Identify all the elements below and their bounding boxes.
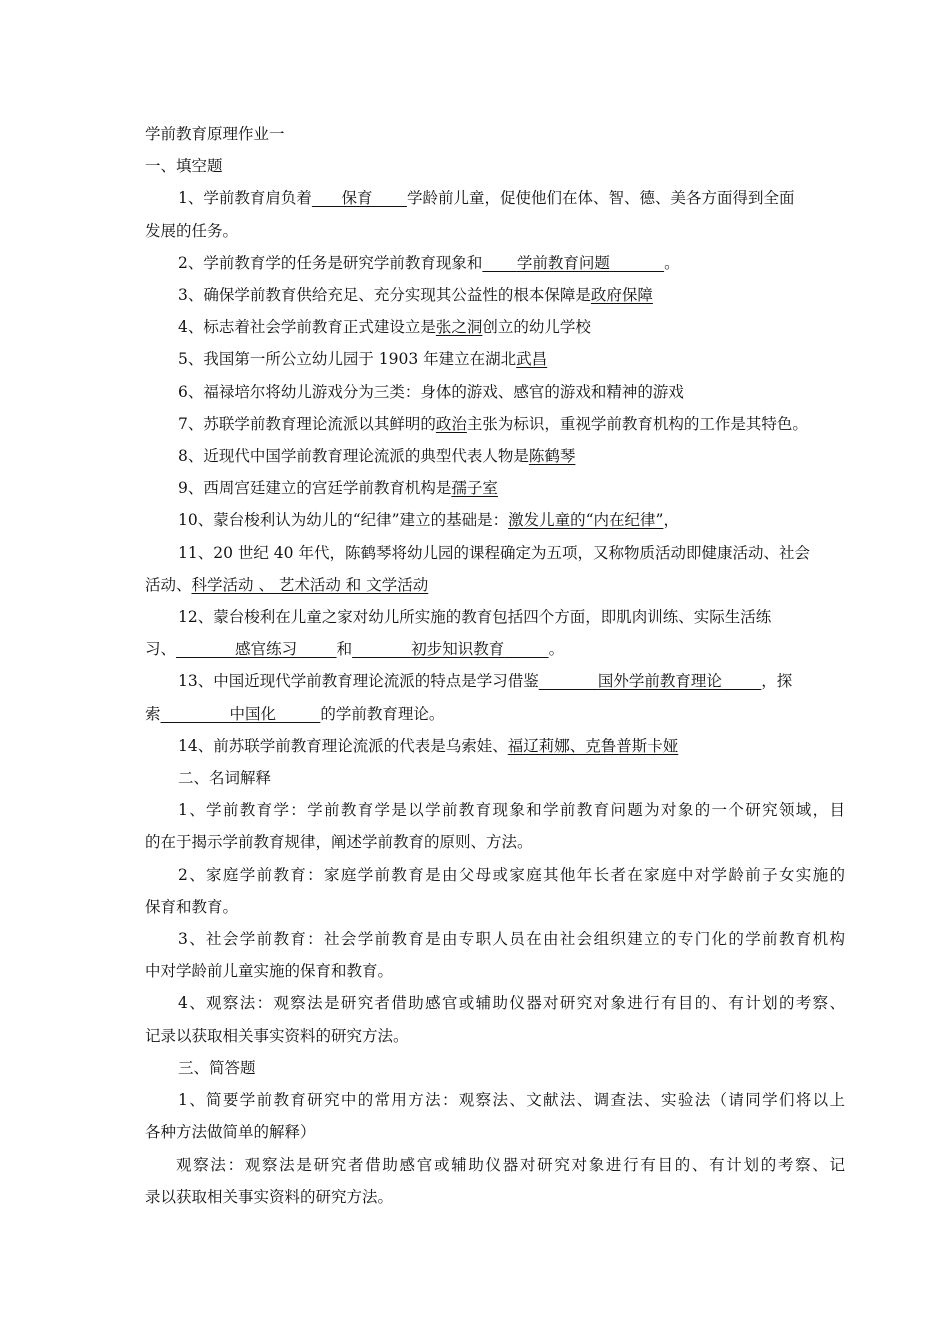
definition-item: 1、学前教育学：学前教育学是以学前教育现象和学前教育问题为对象的一个研究领域，目 xyxy=(178,801,845,820)
fill-blank-question: 2、学前教育学的任务是研究学前教育现象和 学前教育问题 。 xyxy=(178,253,680,272)
definition-item: 2、家庭学前教育：家庭学前教育是由父母或家庭其他年长者在家庭中对学龄前子女实施的 xyxy=(178,865,845,884)
answer-blank: 保育 xyxy=(341,189,373,208)
answer-blank: 激发儿童的“内在纪律” xyxy=(508,511,664,530)
definition-item: 4、观察法：观察法是研究者借助感官或辅助仪器对研究对象进行有目的、有计划的考察、 xyxy=(178,994,845,1013)
answer-blank: 孺子室 xyxy=(451,479,498,498)
definition-continuation: 中对学龄前儿童实施的保育和教育。 xyxy=(145,962,394,981)
answer-blank: 初步知识教育 xyxy=(411,640,505,659)
answer-blank: 政府保障 xyxy=(590,286,653,305)
question-continuation: 发展的任务。 xyxy=(145,221,239,240)
fill-blank-question: 1、学前教育肩负着 保育 学龄前儿童，促使他们在体、智、德、美各方面得到全面 xyxy=(178,189,795,208)
fill-blank-question: 9、西周宫廷建立的宫廷学前教育机构是孺子室 xyxy=(178,479,498,498)
definition-item: 3、社会学前教育：社会学前教育是由专职人员在由社会组织建立的专门化的学前教育机构 xyxy=(178,930,845,949)
answer-blank: 中国化 xyxy=(229,704,277,723)
fill-blank-question: 7、苏联学前教育理论流派以其鲜明的政治主张为标识，重视学前教育机构的工作是其特色。 xyxy=(178,414,808,433)
short-answer-continuation: 各种方法做简单的解释） xyxy=(145,1123,316,1142)
definition-continuation: 的在于揭示学前教育规律，阐述学前教育的原则、方法。 xyxy=(145,833,533,852)
fill-blank-question: 14、前苏联学前教育理论流派的代表是乌索娃、福辽莉娜、克鲁普斯卡娅 xyxy=(178,736,679,755)
section-heading-definitions: 二、名词解释 xyxy=(178,769,272,788)
fill-blank-question: 8、近现代中国学前教育理论流派的典型代表人物是陈鹤琴 xyxy=(178,447,576,466)
answer-blank: 科学活动 、 艺术活动 和 文学活动 xyxy=(191,575,429,594)
fill-blank-question: 6、福禄培尔将幼儿游戏分为三类：身体的游戏、感官的游戏和精神的游戏 xyxy=(178,382,684,401)
answer-blank: 武昌 xyxy=(516,350,548,369)
fill-blank-question: 10、蒙台梭利认为幼儿的“纪律”建立的基础是：激发儿童的“内在纪律”， xyxy=(178,511,679,530)
answer-blank: 政治 xyxy=(435,414,467,433)
short-answer-item: 观察法：观察法是研究者借助感官或辅助仪器对研究对象进行有目的、有计划的考察、记 xyxy=(176,1155,845,1174)
question-continuation: 习、 感官练习 和 初步知识教育 。 xyxy=(145,640,565,659)
document-title: 学前教育原理作业一 xyxy=(145,125,285,143)
definition-continuation: 记录以获取相关事实资料的研究方法。 xyxy=(145,1026,409,1045)
short-answer-item: 1、简要学前教育研究中的常用方法：观察法、文献法、调查法、实验法（请同学们将以上 xyxy=(178,1091,845,1110)
fill-blank-question: 11、20 世纪 40 年代，陈鹤琴将幼儿园的课程确定为五项，又称物质活动即健康活动、社会 xyxy=(178,543,810,562)
document-page xyxy=(145,118,845,1213)
section-heading-fill-blank: 一、填空题 xyxy=(145,157,223,176)
answer-blank: 感官练习 xyxy=(235,640,298,659)
fill-blank-question: 13、中国近现代学前教育理论流派的特点是学习借鉴 国外学前教育理论 ，探 xyxy=(178,672,793,691)
question-continuation: 索 中国化 的学前教育理论。 xyxy=(145,704,445,723)
answer-blank: 学前教育问题 xyxy=(516,253,610,272)
question-continuation: 活动、科学活动 、 艺术活动 和 文学活动 xyxy=(145,575,429,594)
answer-blank: 福辽莉娜、克鲁普斯卡娅 xyxy=(507,736,679,755)
short-answer-continuation: 录以获取相关事实资料的研究方法。 xyxy=(145,1187,394,1206)
section-heading-short-answer: 三、简答题 xyxy=(178,1058,256,1077)
fill-blank-question: 5、我国第一所公立幼儿园于 1903 年建立在湖北武昌 xyxy=(178,350,548,369)
answer-blank: 张之洞 xyxy=(435,318,483,337)
fill-blank-question: 12、蒙台梭利在儿童之家对幼儿所实施的教育包括四个方面，即肌肉训练、实际生活练 xyxy=(178,608,772,627)
fill-blank-question: 4、标志着社会学前教育正式建设立是张之洞创立的幼儿学校 xyxy=(178,318,591,337)
fill-blank-question: 3、确保学前教育供给充足、充分实现其公益性的根本保障是政府保障 xyxy=(178,286,653,305)
answer-blank: 国外学前教育理论 xyxy=(597,672,722,691)
definition-continuation: 保育和教育。 xyxy=(145,897,239,916)
answer-blank: 陈鹤琴 xyxy=(528,447,576,466)
